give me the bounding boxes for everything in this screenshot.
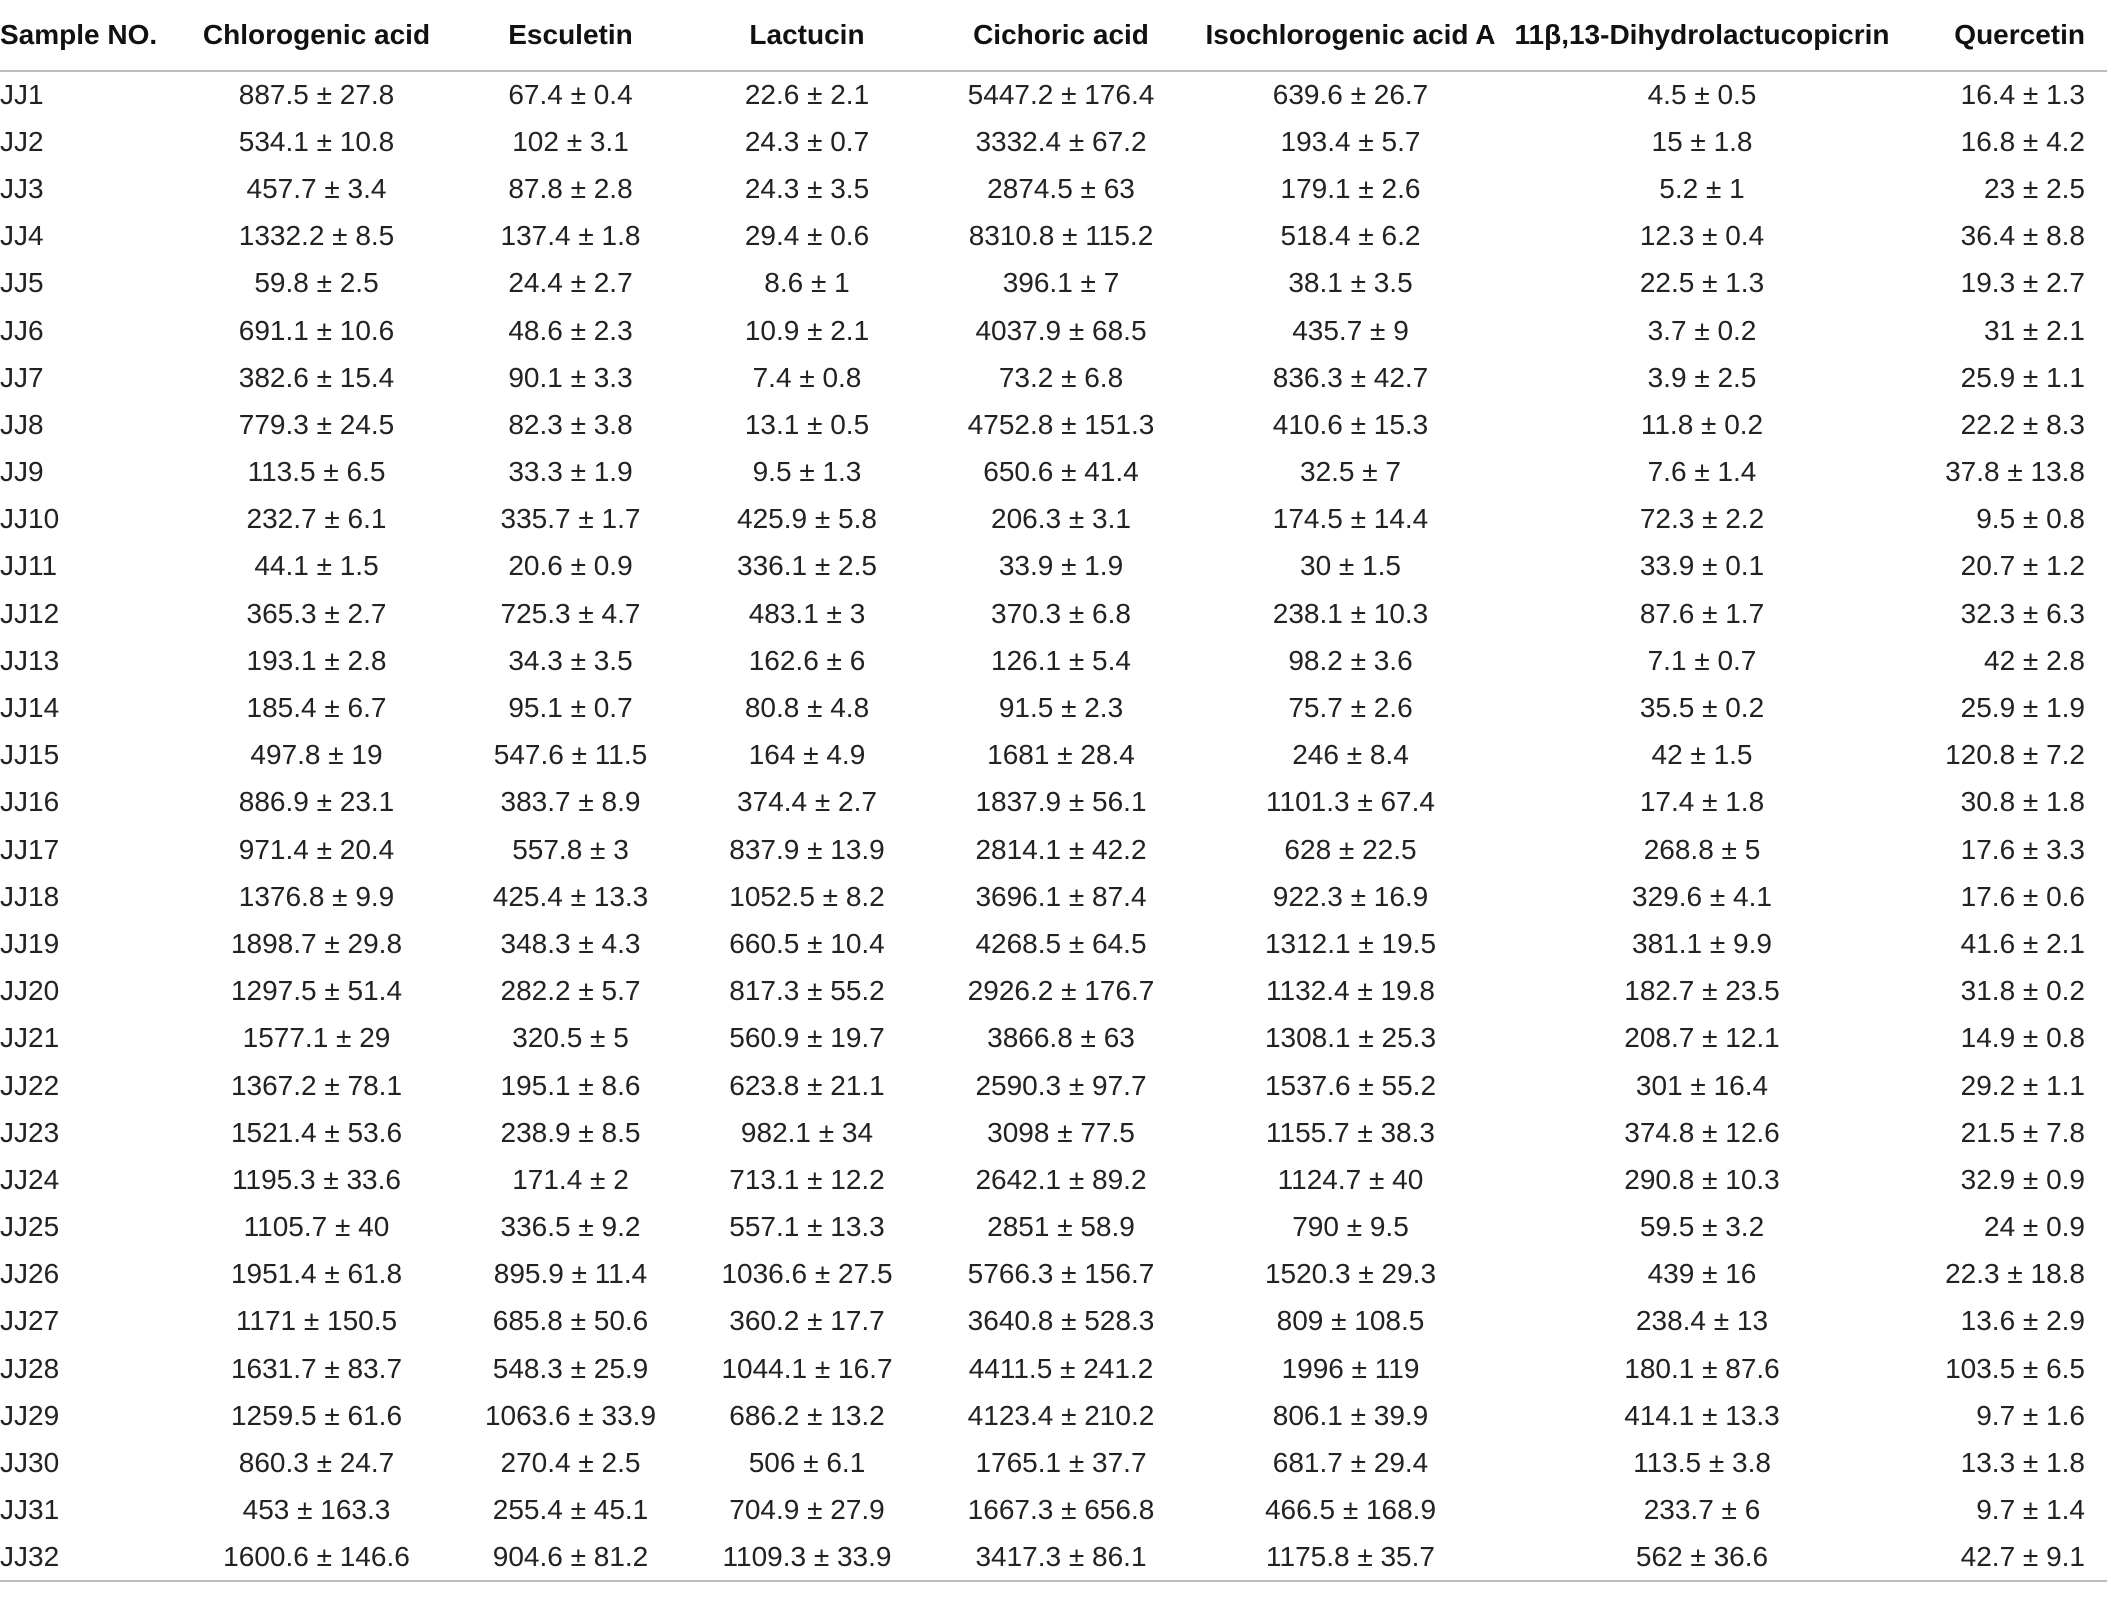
table-cell: 1155.7 ± 38.3 xyxy=(1266,1116,1435,1148)
sample-id-cell: JJ21 xyxy=(0,1022,60,1054)
table-cell: 33.3 ± 1.9 xyxy=(508,456,633,488)
table-cell: 1124.7 ± 40 xyxy=(1277,1163,1424,1195)
table-header xyxy=(0,0,2107,71)
table-cell: 238.9 ± 8.5 xyxy=(500,1116,641,1148)
table-row xyxy=(0,968,2107,1015)
table-cell: 9.7 ± 1.4 xyxy=(1976,1494,2085,1526)
sample-id-cell: JJ3 xyxy=(0,172,44,204)
table-cell: 31.8 ± 0.2 xyxy=(1960,975,2085,1007)
table-cell: 32.5 ± 7 xyxy=(1300,456,1401,488)
table-row xyxy=(0,1534,2107,1581)
sample-id-cell: JJ31 xyxy=(0,1494,60,1526)
table-cell: 1376.8 ± 9.9 xyxy=(238,880,395,912)
table-cell: 360.2 ± 17.7 xyxy=(729,1305,885,1337)
table-cell: 3696.1 ± 87.4 xyxy=(975,880,1147,912)
table-cell: 98.2 ± 3.6 xyxy=(1288,644,1413,676)
sample-id-cell: JJ12 xyxy=(0,597,60,629)
column-header-cichoric-acid: Cichoric acid xyxy=(924,0,1198,71)
table-cell: 1898.7 ± 29.8 xyxy=(230,927,403,959)
table-cell: 383.7 ± 8.9 xyxy=(500,786,641,818)
sample-id-cell: JJ5 xyxy=(0,267,44,299)
sample-id-cell: JJ20 xyxy=(0,975,60,1007)
table-cell: 34.3 ± 3.5 xyxy=(508,644,633,676)
table-cell: 91.5 ± 2.3 xyxy=(998,692,1124,724)
table-cell: 32.9 ± 0.9 xyxy=(1960,1163,2085,1195)
table-cell: 21.5 ± 7.8 xyxy=(1960,1116,2085,1148)
table-cell: 971.4 ± 20.4 xyxy=(238,833,395,865)
table-cell: 1537.6 ± 55.2 xyxy=(1264,1069,1437,1101)
table-cell: 255.4 ± 45.1 xyxy=(492,1494,649,1526)
table-cell: 887.5 ± 27.8 xyxy=(238,79,395,111)
table-cell: 162.6 ± 6 xyxy=(748,644,866,676)
sample-id-cell: JJ24 xyxy=(0,1163,60,1195)
table-cell: 13.1 ± 0.5 xyxy=(744,408,870,440)
table-cell: 2590.3 ± 97.7 xyxy=(975,1069,1147,1101)
table-cell: 518.4 ± 6.2 xyxy=(1280,220,1421,252)
table-cell: 29.4 ± 0.6 xyxy=(744,220,870,252)
table-cell: 1132.4 ± 19.8 xyxy=(1266,975,1435,1007)
table-cell: 336.1 ± 2.5 xyxy=(737,550,877,582)
table-row xyxy=(0,779,2107,826)
sample-id-cell: JJ25 xyxy=(0,1211,60,1243)
table-cell: 396.1 ± 7 xyxy=(1002,267,1120,299)
table-cell: 1521.4 ± 53.6 xyxy=(230,1116,403,1148)
table-cell: 9.5 ± 1.3 xyxy=(752,456,862,488)
table-cell: 171.4 ± 2 xyxy=(512,1163,629,1195)
table-cell: 691.1 ± 10.6 xyxy=(238,314,395,346)
table-row xyxy=(0,496,2107,543)
table-cell: 1195.3 ± 33.6 xyxy=(232,1163,401,1195)
table-row xyxy=(0,590,2107,637)
table-cell: 24 ± 0.9 xyxy=(1984,1211,2085,1243)
table-cell: 4411.5 ± 241.2 xyxy=(968,1352,1154,1384)
table-cell: 660.5 ± 10.4 xyxy=(729,927,885,959)
sample-id-cell: JJ9 xyxy=(0,456,44,488)
sample-id-cell: JJ6 xyxy=(0,314,44,346)
table-cell: 4752.8 ± 151.3 xyxy=(967,408,1155,440)
header-row xyxy=(0,0,2107,71)
sample-id-cell: JJ2 xyxy=(0,125,44,157)
column-header-esculetin: Esculetin xyxy=(451,0,690,71)
table-cell: 268.8 ± 5 xyxy=(1643,833,1761,865)
sample-id-cell: JJ23 xyxy=(0,1116,60,1148)
table-cell: 982.1 ± 34 xyxy=(740,1116,874,1148)
sample-id-cell: JJ29 xyxy=(0,1399,60,1431)
table-cell: 36.4 ± 8.8 xyxy=(1960,220,2085,252)
table-cell: 126.1 ± 5.4 xyxy=(991,644,1131,676)
table-cell: 860.3 ± 24.7 xyxy=(238,1447,395,1479)
table-cell: 628 ± 22.5 xyxy=(1284,833,1417,865)
table-cell: 95.1 ± 0.7 xyxy=(508,692,633,724)
table-row xyxy=(0,213,2107,260)
table-cell: 44.1 ± 1.5 xyxy=(254,550,379,582)
table-cell: 17.4 ± 1.8 xyxy=(1639,786,1765,818)
table-row xyxy=(0,1298,2107,1345)
table-cell: 8.6 ± 1 xyxy=(764,267,850,299)
table-cell: 3417.3 ± 86.1 xyxy=(924,1534,1198,1581)
table-cell: 164 ± 4.9 xyxy=(748,739,866,771)
table-cell: 246 ± 8.4 xyxy=(1292,739,1409,771)
table-cell: 4037.9 ± 68.5 xyxy=(975,314,1147,346)
table-row xyxy=(0,260,2107,307)
table-cell: 1951.4 ± 61.8 xyxy=(230,1258,403,1290)
table-cell: 90.1 ± 3.3 xyxy=(508,361,633,393)
table-cell: 457.7 ± 3.4 xyxy=(246,172,387,204)
table-cell: 179.1 ± 2.6 xyxy=(1280,172,1421,204)
table-cell: 1996 ± 119 xyxy=(1281,1352,1420,1384)
sample-id-cell: JJ28 xyxy=(0,1352,60,1384)
table-cell: 29.2 ± 1.1 xyxy=(1960,1069,2085,1101)
table-row xyxy=(0,1345,2107,1392)
table-cell: 557.8 ± 3 xyxy=(512,833,629,865)
table-row xyxy=(0,1062,2107,1109)
table-row xyxy=(0,920,2107,967)
table-cell: 506 ± 6.1 xyxy=(748,1447,866,1479)
table-cell: 2874.5 ± 63 xyxy=(987,172,1135,204)
table-cell: 1332.2 ± 8.5 xyxy=(238,220,395,252)
table-cell: 365.3 ± 2.7 xyxy=(246,597,387,629)
table-cell: 233.7 ± 6 xyxy=(1643,1494,1761,1526)
column-header-quercetin: Quercetin xyxy=(1901,0,2107,71)
sample-id-cell: JJ19 xyxy=(0,927,60,959)
sample-id-cell: JJ15 xyxy=(0,739,60,771)
sample-id-cell: JJ27 xyxy=(0,1305,60,1337)
table-cell: 1837.9 ± 56.1 xyxy=(975,786,1147,818)
table-cell: 3098 ± 77.5 xyxy=(987,1116,1135,1148)
table-cell: 3.7 ± 0.2 xyxy=(1647,314,1757,346)
table-cell: 374.8 ± 12.6 xyxy=(1624,1116,1780,1148)
table-cell: 17.6 ± 0.6 xyxy=(1960,880,2085,912)
table-cell: 548.3 ± 25.9 xyxy=(492,1352,649,1384)
table-cell: 3.9 ± 2.5 xyxy=(1647,361,1757,393)
column-header-sample-no: Sample NO. xyxy=(0,0,182,71)
table-cell: 320.5 ± 5 xyxy=(512,1022,629,1054)
table-cell: 208.7 ± 12.1 xyxy=(1624,1022,1780,1054)
table-cell: 837.9 ± 13.9 xyxy=(729,833,885,865)
table-cell: 414.1 ± 13.3 xyxy=(1624,1399,1780,1431)
table-cell: 922.3 ± 16.9 xyxy=(1272,880,1429,912)
table-cell: 37.8 ± 13.8 xyxy=(1945,456,2085,488)
table-cell: 10.9 ± 2.1 xyxy=(744,314,870,346)
table-cell: 2814.1 ± 42.2 xyxy=(975,833,1147,865)
table-cell: 1297.5 ± 51.4 xyxy=(230,975,403,1007)
table-cell: 370.3 ± 6.8 xyxy=(991,597,1131,629)
table-cell: 19.3 ± 2.7 xyxy=(1960,267,2085,299)
table-cell: 20.6 ± 0.9 xyxy=(508,550,633,582)
table-row xyxy=(0,826,2107,873)
table-cell: 290.8 ± 10.3 xyxy=(1624,1163,1780,1195)
table-row xyxy=(0,118,2107,165)
sample-id-cell: JJ14 xyxy=(0,692,60,724)
table-cell: 466.5 ± 168.9 xyxy=(1264,1494,1437,1526)
table-row xyxy=(0,873,2107,920)
table-cell: 7.1 ± 0.7 xyxy=(1647,644,1757,676)
table-cell: 1681 ± 28.4 xyxy=(987,739,1135,771)
table-cell: 42.7 ± 9.1 xyxy=(1901,1534,2107,1581)
table-cell: 685.8 ± 50.6 xyxy=(492,1305,649,1337)
table-cell: 1105.7 ± 40 xyxy=(243,1211,390,1243)
sample-id-cell: JJ32 xyxy=(0,1534,182,1581)
table-cell: 8310.8 ± 115.2 xyxy=(968,220,1154,252)
table-cell: 41.6 ± 2.1 xyxy=(1960,927,2085,959)
table-cell: 67.4 ± 0.4 xyxy=(508,79,633,111)
table-cell: 374.4 ± 2.7 xyxy=(737,786,877,818)
table-cell: 22.3 ± 18.8 xyxy=(1945,1258,2085,1290)
table-cell: 1312.1 ± 19.5 xyxy=(1264,927,1437,959)
table-cell: 639.6 ± 26.7 xyxy=(1272,79,1429,111)
sample-id-cell: JJ18 xyxy=(0,880,60,912)
table-cell: 206.3 ± 3.1 xyxy=(991,503,1131,535)
table-cell: 182.7 ± 23.5 xyxy=(1624,975,1780,1007)
table-cell: 425.9 ± 5.8 xyxy=(737,503,877,535)
table-cell: 5447.2 ± 176.4 xyxy=(967,79,1155,111)
table-row xyxy=(0,71,2107,118)
table-cell: 17.6 ± 3.3 xyxy=(1960,833,2085,865)
table-cell: 87.6 ± 1.7 xyxy=(1639,597,1765,629)
table-cell: 790 ± 9.5 xyxy=(1292,1211,1409,1243)
table-cell: 42 ± 1.5 xyxy=(1651,739,1753,771)
table-cell: 725.3 ± 4.7 xyxy=(500,597,641,629)
table-cell: 1520.3 ± 29.3 xyxy=(1264,1258,1437,1290)
table-cell: 336.5 ± 9.2 xyxy=(500,1211,641,1243)
table-cell: 2851 ± 58.9 xyxy=(987,1211,1135,1243)
table-cell: 5.2 ± 1 xyxy=(1659,172,1745,204)
table-cell: 382.6 ± 15.4 xyxy=(238,361,395,393)
table-cell: 895.9 ± 11.4 xyxy=(493,1258,648,1290)
table-row xyxy=(0,543,2107,590)
sample-id-cell: JJ30 xyxy=(0,1447,60,1479)
table-cell: 1063.6 ± 33.9 xyxy=(484,1399,657,1431)
table-cell: 9.7 ± 1.6 xyxy=(1976,1399,2085,1431)
table-cell: 30.8 ± 1.8 xyxy=(1960,786,2085,818)
table-cell: 24.3 ± 0.7 xyxy=(744,125,870,157)
table-row xyxy=(0,1015,2107,1062)
table-cell: 806.1 ± 39.9 xyxy=(1272,1399,1429,1431)
table-cell: 87.8 ± 2.8 xyxy=(508,172,633,204)
table-cell: 238.1 ± 10.3 xyxy=(1272,597,1429,629)
table-cell: 82.3 ± 3.8 xyxy=(508,408,633,440)
table-cell: 335.7 ± 1.7 xyxy=(500,503,641,535)
table-cell: 439 ± 16 xyxy=(1647,1258,1757,1290)
table-cell: 3640.8 ± 528.3 xyxy=(967,1305,1155,1337)
table-cell: 4268.5 ± 64.5 xyxy=(975,927,1147,959)
table-cell: 80.8 ± 4.8 xyxy=(744,692,870,724)
table-cell: 137.4 ± 1.8 xyxy=(500,220,641,252)
table-cell: 24.4 ± 2.7 xyxy=(508,267,633,299)
table-cell: 483.1 ± 3 xyxy=(748,597,866,629)
table-cell: 59.8 ± 2.5 xyxy=(254,267,379,299)
table-cell: 193.1 ± 2.8 xyxy=(246,644,387,676)
table-cell: 25.9 ± 1.1 xyxy=(1960,361,2085,393)
table-cell: 72.3 ± 2.2 xyxy=(1639,503,1765,535)
table-cell: 779.3 ± 24.5 xyxy=(238,408,395,440)
table-cell: 704.9 ± 27.9 xyxy=(729,1494,885,1526)
table-cell: 22.5 ± 1.3 xyxy=(1639,267,1765,299)
table-cell: 16.4 ± 1.3 xyxy=(1960,79,2085,111)
table-cell: 817.3 ± 55.2 xyxy=(729,975,885,1007)
table-cell: 1109.3 ± 33.9 xyxy=(690,1534,924,1581)
table-row xyxy=(0,1439,2107,1486)
table-cell: 22.2 ± 8.3 xyxy=(1960,408,2085,440)
table-cell: 1600.6 ± 146.6 xyxy=(182,1534,451,1581)
table-cell: 886.9 ± 23.1 xyxy=(238,786,395,818)
table-row xyxy=(0,354,2107,401)
column-header-lactucin: Lactucin xyxy=(690,0,924,71)
table-cell: 9.5 ± 0.8 xyxy=(1976,503,2085,535)
sample-id-cell: JJ8 xyxy=(0,408,44,440)
table-row xyxy=(0,1109,2107,1156)
table-cell: 5766.3 ± 156.7 xyxy=(967,1258,1155,1290)
sample-id-cell: JJ4 xyxy=(0,220,44,252)
table-cell: 22.6 ± 2.1 xyxy=(744,79,870,111)
table-cell: 15 ± 1.8 xyxy=(1651,125,1753,157)
table-cell: 1631.7 ± 83.7 xyxy=(230,1352,403,1384)
table-row xyxy=(0,637,2107,684)
table-cell: 560.9 ± 19.7 xyxy=(729,1022,885,1054)
table-cell: 30 ± 1.5 xyxy=(1300,550,1401,582)
table-cell: 623.8 ± 21.1 xyxy=(729,1069,885,1101)
table-cell: 195.1 ± 8.6 xyxy=(500,1069,641,1101)
table-cell: 3332.4 ± 67.2 xyxy=(975,125,1147,157)
table-cell: 547.6 ± 11.5 xyxy=(493,739,648,771)
table-cell: 20.7 ± 1.2 xyxy=(1960,550,2085,582)
table-cell: 38.1 ± 3.5 xyxy=(1288,267,1413,299)
table-cell: 31 ± 2.1 xyxy=(1984,314,2085,346)
sample-id-cell: JJ26 xyxy=(0,1258,60,1290)
table-cell: 1577.1 ± 29 xyxy=(242,1022,391,1054)
table-body xyxy=(0,71,2107,1581)
table-cell: 329.6 ± 4.1 xyxy=(1632,880,1772,912)
table-row xyxy=(0,684,2107,731)
table-cell: 497.8 ± 19 xyxy=(250,739,383,771)
table-cell: 103.5 ± 6.5 xyxy=(1945,1352,2085,1384)
table-cell: 25.9 ± 1.9 xyxy=(1960,692,2085,724)
table-cell: 904.6 ± 81.2 xyxy=(451,1534,690,1581)
table-cell: 1765.1 ± 37.7 xyxy=(975,1447,1147,1479)
table-cell: 113.5 ± 3.8 xyxy=(1633,1447,1771,1479)
table-cell: 681.7 ± 29.4 xyxy=(1272,1447,1429,1479)
table-cell: 1052.5 ± 8.2 xyxy=(729,880,885,912)
table-row xyxy=(0,1487,2107,1534)
column-header-isochlorogenic-acid-a: Isochlorogenic acid A xyxy=(1198,0,1503,71)
table-cell: 33.9 ± 1.9 xyxy=(998,550,1124,582)
table-cell: 14.9 ± 0.8 xyxy=(1960,1022,2085,1054)
table-row xyxy=(0,1204,2107,1251)
sample-id-cell: JJ1 xyxy=(0,79,44,111)
table-cell: 1101.3 ± 67.4 xyxy=(1266,786,1435,818)
column-header-chlorogenic-acid: Chlorogenic acid xyxy=(182,0,451,71)
table-cell: 4123.4 ± 210.2 xyxy=(967,1399,1155,1431)
table-cell: 1259.5 ± 61.6 xyxy=(230,1399,403,1431)
sample-id-cell: JJ22 xyxy=(0,1069,60,1101)
table-cell: 48.6 ± 2.3 xyxy=(508,314,633,346)
table-cell: 23 ± 2.5 xyxy=(1984,172,2085,204)
table-cell: 12.3 ± 0.4 xyxy=(1639,220,1765,252)
table-cell: 435.7 ± 9 xyxy=(1292,314,1409,346)
table-row xyxy=(0,732,2107,779)
table-cell: 16.8 ± 4.2 xyxy=(1960,125,2085,157)
table-cell: 3866.8 ± 63 xyxy=(987,1022,1135,1054)
table-cell: 42 ± 2.8 xyxy=(1984,644,2085,676)
table-cell: 73.2 ± 6.8 xyxy=(998,361,1124,393)
table-cell: 33.9 ± 0.1 xyxy=(1639,550,1765,582)
table-cell: 7.4 ± 0.8 xyxy=(752,361,862,393)
table-cell: 193.4 ± 5.7 xyxy=(1280,125,1421,157)
table-cell: 4.5 ± 0.5 xyxy=(1647,79,1757,111)
table-cell: 1044.1 ± 16.7 xyxy=(721,1352,893,1384)
table-cell: 2642.1 ± 89.2 xyxy=(975,1163,1147,1195)
table-cell: 809 ± 108.5 xyxy=(1276,1305,1425,1337)
table-cell: 238.4 ± 13 xyxy=(1635,1305,1769,1337)
table-row xyxy=(0,165,2107,212)
table-cell: 7.6 ± 1.4 xyxy=(1647,456,1757,488)
table-cell: 13.3 ± 1.8 xyxy=(1960,1447,2085,1479)
table-cell: 453 ± 163.3 xyxy=(242,1494,391,1526)
table-cell: 113.5 ± 6.5 xyxy=(247,456,386,488)
table-cell: 232.7 ± 6.1 xyxy=(246,503,387,535)
table-cell: 2926.2 ± 176.7 xyxy=(967,975,1155,1007)
table-cell: 301 ± 16.4 xyxy=(1635,1069,1769,1101)
table-row xyxy=(0,1251,2107,1298)
sample-id-cell: JJ13 xyxy=(0,644,60,676)
table-cell: 185.4 ± 6.7 xyxy=(246,692,387,724)
table-row xyxy=(0,401,2107,448)
table-cell: 686.2 ± 13.2 xyxy=(729,1399,885,1431)
table-cell: 534.1 ± 10.8 xyxy=(238,125,395,157)
table-row xyxy=(0,307,2107,354)
table-cell: 562 ± 36.6 xyxy=(1503,1534,1901,1581)
table-cell: 381.1 ± 9.9 xyxy=(1632,927,1772,959)
table-cell: 180.1 ± 87.6 xyxy=(1624,1352,1780,1384)
sample-id-cell: JJ10 xyxy=(0,503,60,535)
table-cell: 425.4 ± 13.3 xyxy=(492,880,649,912)
table-cell: 13.6 ± 2.9 xyxy=(1960,1305,2085,1337)
sample-id-cell: JJ7 xyxy=(0,361,44,393)
table-cell: 1367.2 ± 78.1 xyxy=(230,1069,403,1101)
table-cell: 120.8 ± 7.2 xyxy=(1945,739,2085,771)
sample-id-cell: JJ16 xyxy=(0,786,60,818)
table-cell: 1036.6 ± 27.5 xyxy=(721,1258,893,1290)
table-cell: 348.3 ± 4.3 xyxy=(500,927,641,959)
table-cell: 282.2 ± 5.7 xyxy=(500,975,641,1007)
table-cell: 650.6 ± 41.4 xyxy=(983,456,1139,488)
table-cell: 1175.8 ± 35.7 xyxy=(1198,1534,1503,1581)
table-cell: 713.1 ± 12.2 xyxy=(729,1163,885,1195)
table-cell: 557.1 ± 13.3 xyxy=(729,1211,885,1243)
table-cell: 410.6 ± 15.3 xyxy=(1272,408,1429,440)
sample-id-cell: JJ17 xyxy=(0,833,60,865)
table-cell: 270.4 ± 2.5 xyxy=(500,1447,641,1479)
table-cell: 32.3 ± 6.3 xyxy=(1960,597,2085,629)
table-cell: 11.8 ± 0.2 xyxy=(1640,408,1764,440)
table-cell: 836.3 ± 42.7 xyxy=(1272,361,1429,393)
table-cell: 75.7 ± 2.6 xyxy=(1288,692,1413,724)
table-cell: 102 ± 3.1 xyxy=(512,125,629,157)
column-header-11-13-dihydrolactucopicrin: 11β,13-Dihydrolactucopicrin xyxy=(1503,0,1901,71)
table-cell: 1171 ± 150.5 xyxy=(235,1305,398,1337)
table-cell: 59.5 ± 3.2 xyxy=(1639,1211,1765,1243)
table-row xyxy=(0,449,2107,496)
table-row xyxy=(0,1156,2107,1203)
sample-id-cell: JJ11 xyxy=(0,550,58,582)
table-cell: 1667.3 ± 656.8 xyxy=(967,1494,1155,1526)
table-cell: 24.3 ± 3.5 xyxy=(744,172,870,204)
table-cell: 1308.1 ± 25.3 xyxy=(1264,1022,1437,1054)
table-cell: 174.5 ± 14.4 xyxy=(1272,503,1429,535)
table-cell: 35.5 ± 0.2 xyxy=(1639,692,1765,724)
table-row xyxy=(0,1392,2107,1439)
